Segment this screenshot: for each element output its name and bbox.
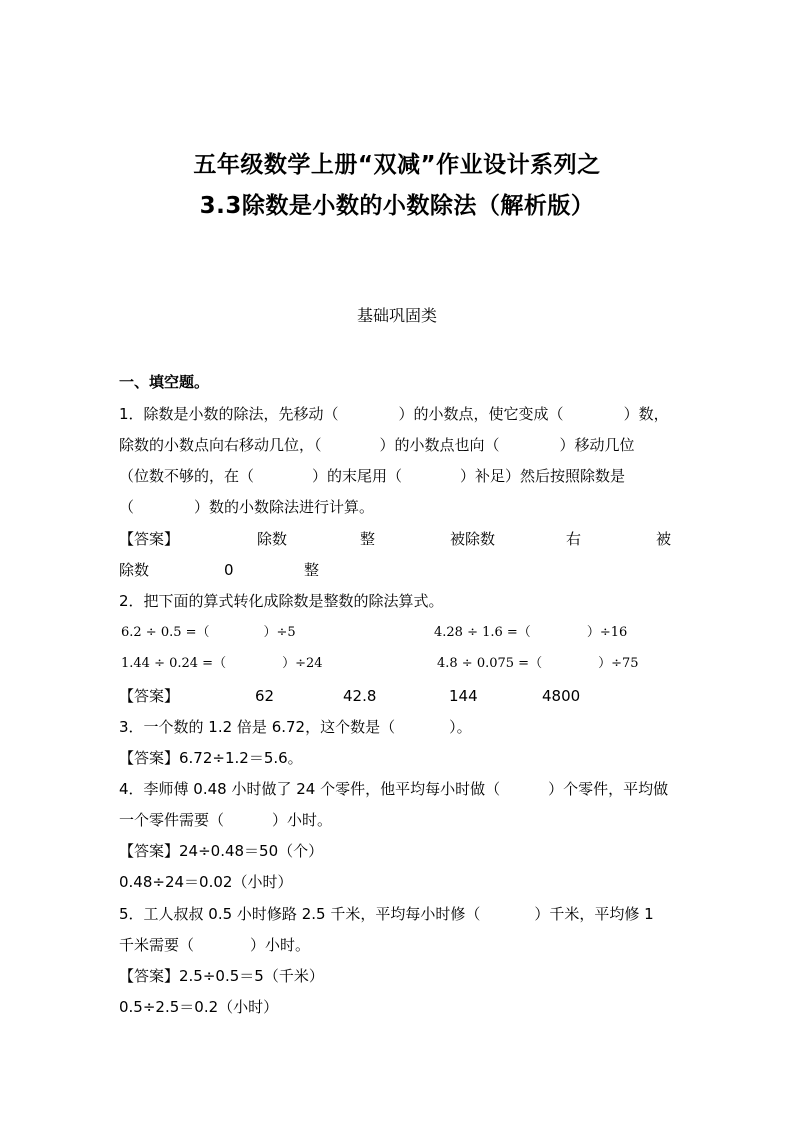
q5-text: 千米需要（ <box>119 936 195 954</box>
q1-line-1 <box>119 404 669 424</box>
q1-text: ）的小数点也向（ <box>379 436 500 454</box>
q3-answer: 【答案】6.72÷1.2＝5.6。 <box>119 749 303 767</box>
equation-left: 1.44 ÷ 0.24 =（ <box>121 656 227 671</box>
q1-answer-2: 整 <box>360 530 376 548</box>
equation-left: 6.2 ÷ 0.5 =（ <box>121 625 210 640</box>
q4-text: 一个零件需要（ <box>119 811 225 829</box>
q1-answer-7: 0 <box>224 561 234 579</box>
q2-equation-3 <box>121 655 323 673</box>
q1-text: 1．除数是小数的除法，先移动（ <box>119 405 339 423</box>
q5-text: 5．工人叔叔 0.5 小时修路 2.5 千米，平均每小时修（ <box>119 905 481 923</box>
section-heading: 基础巩固类 <box>356 306 437 325</box>
q1-text: ）移动几位 <box>559 436 635 454</box>
q5-line-2 <box>119 935 310 955</box>
q5-text: ）千米，平均修 1 <box>534 905 654 923</box>
title-line-1: 五年级数学上册“双减”作业设计系列之 <box>193 152 601 178</box>
equation-right: ）÷75 <box>598 656 639 671</box>
q1-text: ）的小数点，使它变成（ <box>398 405 564 423</box>
q1-text: ）补足）然后按照除数是 <box>460 467 626 485</box>
q1-answer-3: 被除数 <box>450 530 496 548</box>
title-line-2: 3.3除数是小数的小数除法（解析版） <box>199 193 595 219</box>
q2-answer-4: 4800 <box>542 687 581 705</box>
q1-text: ）的末尾用（ <box>312 467 403 485</box>
q4-answer-2: 0.48÷24＝0.02（小时） <box>119 873 293 891</box>
q2-answer-label: 【答案】 <box>119 687 180 705</box>
q2-equation-4 <box>437 655 639 673</box>
q1-text: 除数的小数点向右移动几位，（ <box>119 436 322 454</box>
q3-text-part: 3．一个数的 1.2 倍是 6.72，这个数是（ <box>119 718 396 736</box>
q2-equation-1 <box>121 624 296 642</box>
q1-text: ）数， <box>623 405 669 423</box>
q2-equation-2 <box>434 624 627 642</box>
equation-right: ）÷5 <box>263 625 296 640</box>
q2-answer-1: 62 <box>255 687 275 705</box>
q1-answer-4: 右 <box>566 530 582 548</box>
q4-line-2 <box>119 810 332 830</box>
q3-text <box>119 717 472 737</box>
q1-answer-5: 被 <box>656 530 672 548</box>
q2-text: 2．把下面的算式转化成除数是整数的除法算式。 <box>119 592 444 610</box>
q4-line-1 <box>119 779 668 799</box>
q4-answer-1: 【答案】24÷0.48＝50（个） <box>119 842 324 860</box>
q4-text: 4．李师傅 0.48 小时做了 24 个零件，他平均每小时做（ <box>119 780 501 798</box>
q1-answer-1: 除数 <box>257 530 288 548</box>
q1-text: ）数的小数除法进行计算。 <box>194 498 375 516</box>
q1-line-2 <box>119 435 635 455</box>
q1-line-3 <box>119 466 625 486</box>
question-group-heading: 一、填空题。 <box>119 373 210 391</box>
equation-right: ）÷16 <box>586 625 628 640</box>
equation-left: 4.28 ÷ 1.6 =（ <box>434 625 531 640</box>
q1-text: （ <box>119 498 135 516</box>
q1-answer-label: 【答案】 <box>119 530 180 548</box>
equation-left: 4.8 ÷ 0.075 =（ <box>437 656 543 671</box>
q4-text: ）小时。 <box>272 811 333 829</box>
q1-text: （位数不够的，在（ <box>119 467 255 485</box>
q5-text: ）小时。 <box>250 936 311 954</box>
q4-text: ）个零件，平均做 <box>548 780 669 798</box>
q1-answer-8: 整 <box>304 561 320 579</box>
q3-text-part: ）。 <box>449 718 472 736</box>
q1-line-4 <box>119 497 374 517</box>
q2-answer-2: 42.8 <box>343 687 377 705</box>
q5-answer-2: 0.5÷2.5＝0.2（小时） <box>119 998 279 1016</box>
equation-right: ）÷24 <box>282 656 323 671</box>
q5-line-1 <box>119 904 654 924</box>
q5-answer-1: 【答案】2.5÷0.5＝5（千米） <box>119 967 324 985</box>
q1-answer-6: 除数 <box>119 561 150 579</box>
q2-answer-3: 144 <box>449 687 478 705</box>
